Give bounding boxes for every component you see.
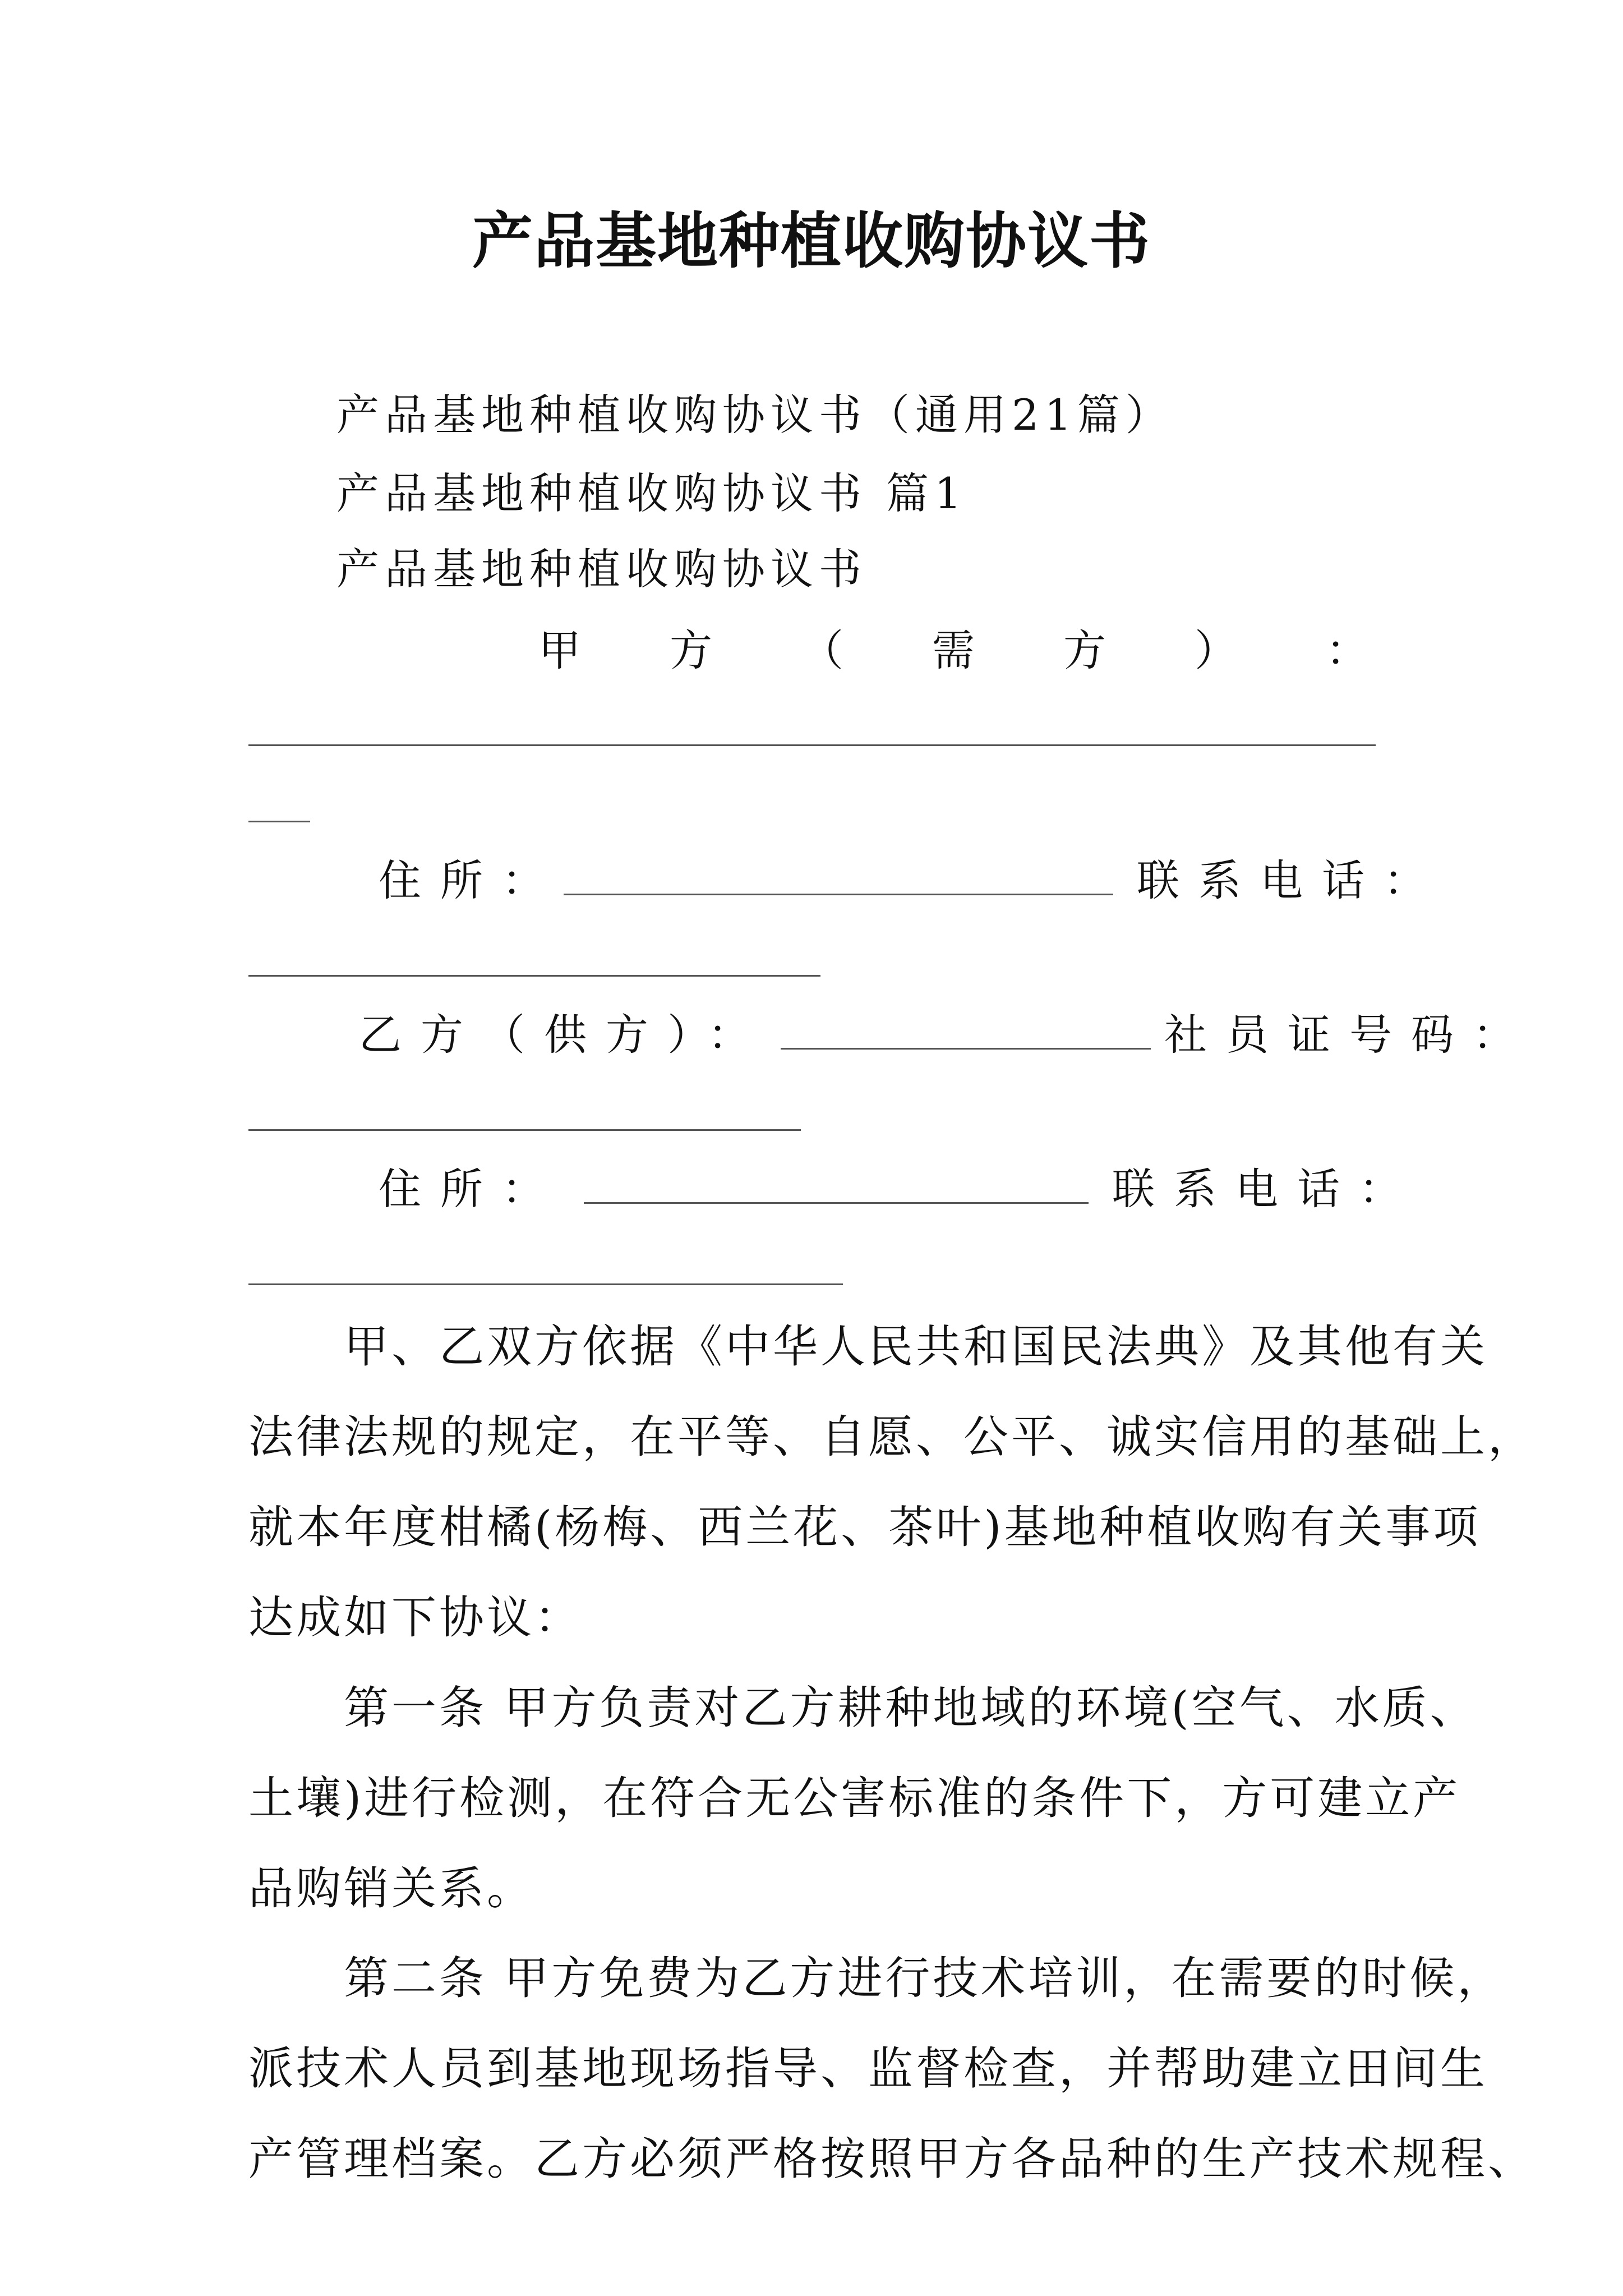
paragraph-line: 第一条 甲方负责对乙方耕种地域的环境(空气、水质、	[248, 1682, 1478, 1734]
paragraph-line: 产管理档案。乙方必须严格按照甲方各品种的生产技术规程、	[248, 2133, 1536, 2185]
paragraph-line: 就本年度柑橘(杨梅、西兰花、茶叶)基地种植收购有关事项	[248, 1501, 1481, 1553]
party-b-phone-blank[interactable]	[248, 1283, 843, 1285]
paragraph-line: 达成如下协议：	[248, 1591, 582, 1644]
paragraph-line: 派技术人员到基地现场指导、监督检查，并帮助建立田间生	[248, 2042, 1488, 2095]
document-title: 产品基地种植收购协议书	[472, 206, 1151, 277]
paragraph-line: 甲、乙双方依据《中华人民共和国民法典》及其他有关	[248, 1320, 1488, 1373]
party-a-char: （	[801, 625, 843, 675]
party-a-char: 甲	[538, 625, 581, 675]
party-b-label: 乙方（供方）：	[359, 1010, 769, 1060]
party-b-address-blank[interactable]	[584, 1164, 1089, 1204]
member-id-blank[interactable]	[248, 1129, 801, 1131]
intro-line-2: 产品基地种植收购协议书 篇1	[336, 468, 967, 518]
paragraph-line: 法律法规的规定，在平等、自愿、公平、诚实信用的基础上，	[248, 1411, 1536, 1463]
paragraph-line: 土壤)进行检测，在符合无公害标准的条件下，方可建立产	[248, 1772, 1461, 1824]
phone-label: 联系电话：	[1112, 1164, 1421, 1214]
party-a-char: 方	[670, 625, 712, 675]
paragraph-article-2	[248, 1933, 1536, 2204]
party-a-address-blank[interactable]	[564, 855, 1113, 895]
party-a-char: ：	[1326, 625, 1368, 675]
paragraph-article-1	[248, 1663, 1478, 1934]
party-b-row	[359, 1007, 1534, 1063]
member-id-label: 社员证号码：	[1164, 1010, 1534, 1060]
address-label: 住所：	[379, 1164, 564, 1214]
phone-label: 联系电话：	[1137, 855, 1445, 905]
paragraph-line: 品购销关系。	[248, 1862, 534, 1915]
party-a-name-blank[interactable]	[248, 744, 1376, 746]
party-b-name-blank[interactable]	[781, 1010, 1151, 1050]
paragraph-line: 第二条 甲方免费为乙方进行技术培训，在需要的时候，	[248, 1952, 1505, 2004]
party-a-phone-blank[interactable]	[248, 975, 820, 977]
party-a-label	[538, 623, 1368, 679]
paragraph-preamble	[248, 1301, 1536, 1663]
address-label: 住所：	[379, 855, 564, 905]
party-a-address-row	[379, 853, 1445, 909]
intro-line-3: 产品基地种植收购协议书	[336, 544, 867, 594]
party-a-char: 方	[1063, 625, 1106, 675]
party-a-name-blank-continued[interactable]	[248, 821, 310, 822]
party-a-char: ）	[1195, 625, 1237, 675]
party-b-address-row	[379, 1161, 1421, 1217]
intro-line-1: 产品基地种植收购协议书（通用21篇）	[336, 390, 1174, 440]
party-a-char: 需	[932, 625, 975, 675]
